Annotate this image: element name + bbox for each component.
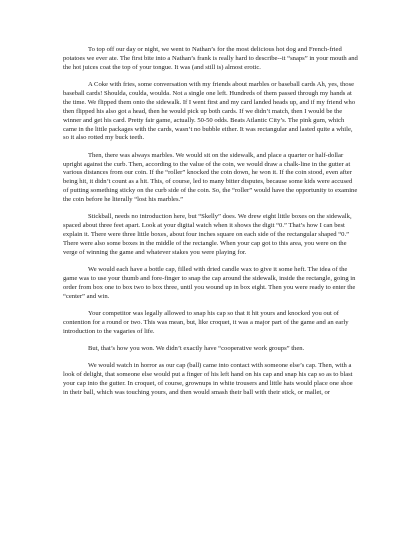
paragraph-how-you-won: But, that’s how you won. We didn’t exactly have “cooperative work groups” then. xyxy=(88,345,305,353)
document-page xyxy=(63,46,358,406)
paragraph-croquet: We would watch in horror as our cap (ball) came into contact with someone else’s cap. Then, with a look of delight, that someone else would put a finger of his left hand on his cap and snap his cap so as to blast your cap into the gutter. In croquet, of course, grownups in white trousers and little hats would place one shoe in their ball, which was touching yours, and then would smash their ball with their stick, or mallet, or xyxy=(63,362,353,397)
paragraph-nathans: To top off our day or night, we went to Nathan’s for the most delicious hot dog and French-fried potatoes we ever ate. The first bite into a Nathan’s frank is really hard to describe--it “snaps” in your mouth and the hot juices coat the top of your tongue. It was (and still is) almost erotic. xyxy=(63,46,358,71)
paragraph-stickball-skelly: Stickball, needs no introduction here, but “Skelly” does. We drew eight little boxes on the sidewalk, spaced about three feet apart. Look at your digital watch when it shows the digit “0.” That’s how I can best explain it. There were three little boxes, about four inches square on each side of the rectangular shaped “0.” There were also some boxes in the middle of the rectangle. When your cap got to this area, you were on the verge of winning the game and whatever stakes you were playing for. xyxy=(63,213,352,257)
paragraph-marbles: Then, there was always marbles. We would sit on the sidewalk, and place a quarter or half-dollar upright against the curb. Then, according to the value of the coin, we would draw a chalk-line in the gutter at various distances from our coin. If the “roller” knocked the coin down, he won it. If the coin stood, even after being hit, it didn’t count as a hit. This, of course, led to many bitter disputes, because some kids were accused of putting something sticky on the curb side of the coin. So, the “roller” would have the opportunity to examine the coin before he literally “lost his marbles.” xyxy=(63,151,358,204)
paragraph-bottle-cap: We would each have a bottle cap, filled with dried candle wax to give it some heft. The idea of the game was to use your thumb and fore-finger to snap the cap around the sidewalk, inside the rectangle, going in order from box one to box two to box three, until you wound up in box eight. Then you were ready to enter the “center” and win. xyxy=(63,266,356,300)
paragraph-competitor: Your competitor was legally allowed to snap his cap so that it hit yours and knocked you out of contention for a round or two. This was mean, but, like croquet, it was a major part of the game and an early introduction to the vagaries of life. xyxy=(63,310,349,335)
paragraph-baseball-cards: A Coke with fries, some conversation with my friends about marbles or baseball cards Ah, yes, those baseball cards! Shoulda, coulda, woulda. Not a single one left. Hundreds of them passed through my hands at the time. We flipped them onto the sidewalk. If I went first and my card landed heads up, and if my friend who then flipped his also got a head, then he would pick up both cards. If we didn’t match, then I would be the winner and get his card. Pretty fair game, actually. 50-50 odds. Beats Atlantic City’s. The pink gum, which came in the little packages with the cards, wasn’t no bubble either. It was rectangular and lasted quite a while, so it also rotted my buck teeth. xyxy=(63,81,356,142)
